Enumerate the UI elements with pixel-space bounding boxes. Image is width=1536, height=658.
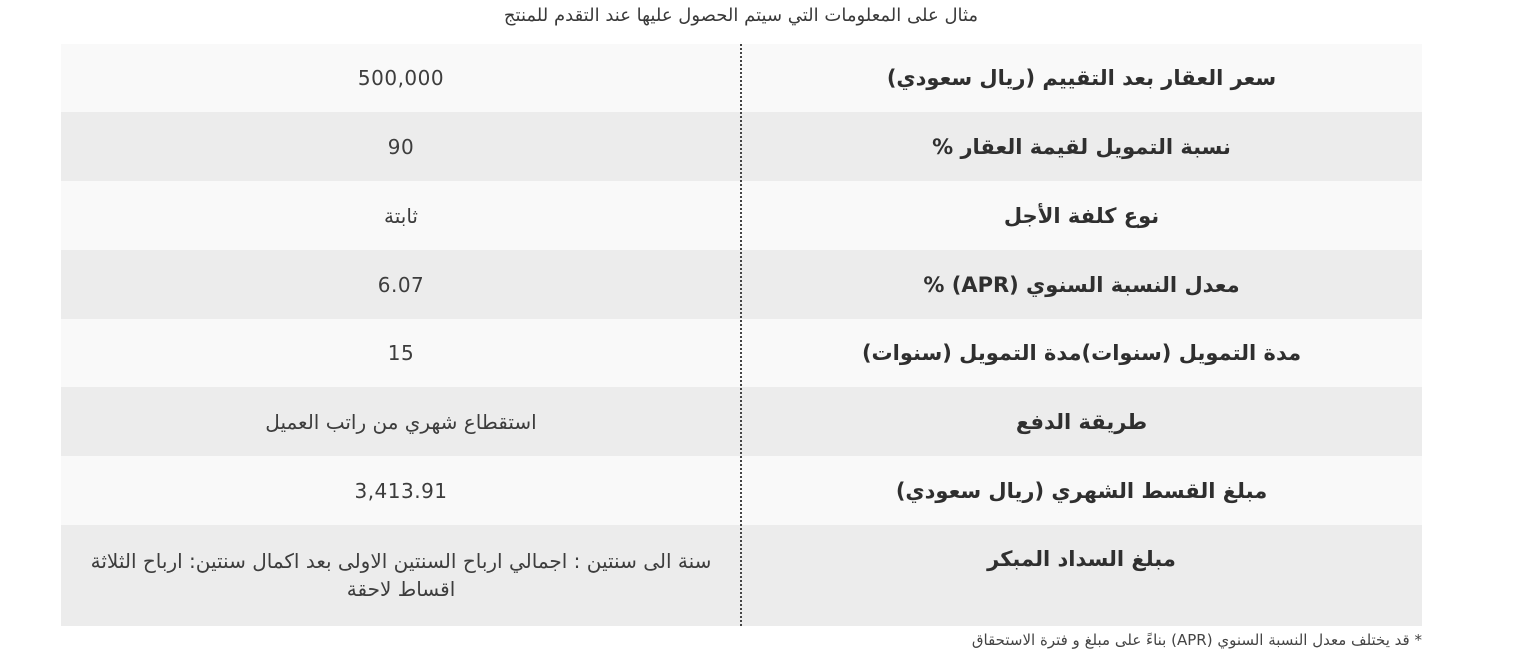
- row-label: طريقة الدفع: [1015, 409, 1148, 434]
- row-value: 3,413.91: [354, 478, 448, 503]
- row-label: مبلغ السداد المبكر: [987, 547, 1176, 571]
- row-label: نسبة التمويل لقيمة العقار %: [932, 134, 1231, 159]
- row-value: استقطاع شهري من راتب العميل: [265, 409, 537, 434]
- product-info-table: [61, 44, 1422, 626]
- row-value: 15: [387, 341, 415, 365]
- footnote: * قد يختلف معدل النسبة السنوي (APR) بناءً على مبلغ و فترة الاستحقاق: [971, 631, 1422, 649]
- table-caption: مثال على المعلومات التي سيتم الحصول عليها عند التقدم للمنتج: [503, 5, 979, 26]
- row-label: معدل النسبة السنوي (APR) %: [923, 272, 1240, 297]
- row-value: 90: [387, 134, 415, 159]
- row-value: ثابتة: [384, 203, 418, 228]
- row-label: مدة التمويل (سنوات)مدة التمويل (سنوات): [861, 341, 1302, 365]
- row-label: نوع كلفة الأجل: [1003, 203, 1160, 228]
- row-value: 6.07: [377, 272, 425, 297]
- row-label: سعر العقار بعد التقييم (ريال سعودي): [886, 66, 1277, 90]
- row-value: سنة الى سنتين : اجمالي ارباح السنتين الاولى بعد اكمال سنتين: ارباح الثلاثة اقساط لاحقة: [90, 549, 712, 601]
- row-value: 500,000: [357, 66, 445, 90]
- row-label: مبلغ القسط الشهري (ريال سعودي): [895, 478, 1268, 503]
- column-divider: [740, 44, 742, 626]
